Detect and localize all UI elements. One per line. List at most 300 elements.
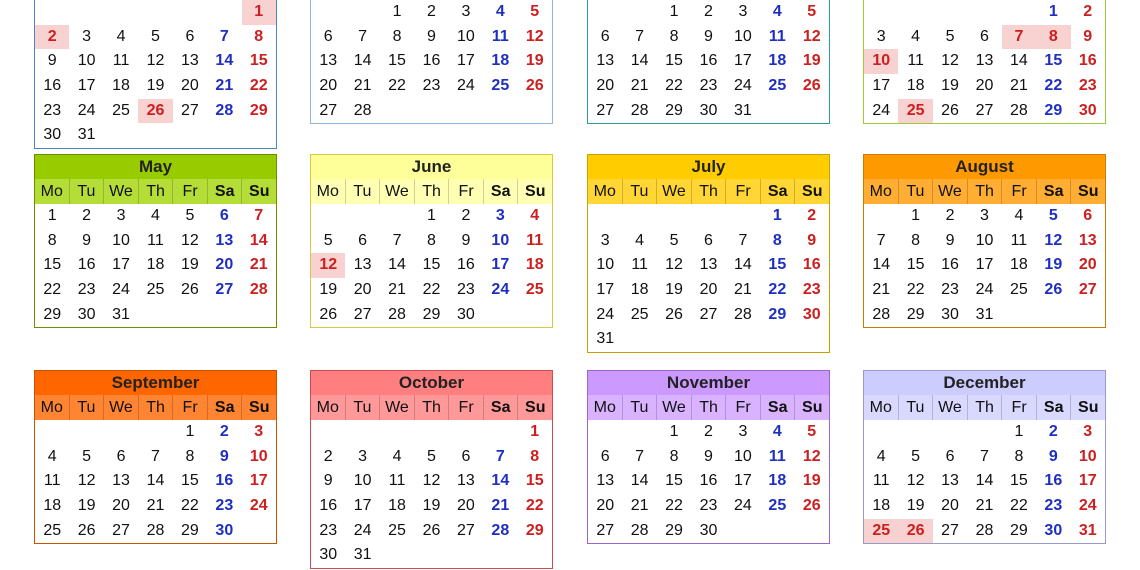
day-cell: 17 [734,472,752,490]
day-cell: 19 [906,497,925,515]
day-cell: 24 [353,521,372,539]
day-cell: 11 [631,256,648,274]
day-cell [207,123,241,148]
day-cell: 20 [353,281,372,299]
month-card [863,154,1106,328]
day-cell: 20 [112,497,130,515]
day-cell: 25 [630,305,649,323]
day-cell: 22 [388,77,406,95]
day-cell: 9 [219,447,229,465]
weekday-label: Mo [588,179,623,204]
day-cell: 21 [491,497,510,515]
day-cell [898,0,932,25]
day-cell [518,99,552,124]
day-cell [414,420,448,445]
day-cell: 15 [525,472,544,490]
weekday-header [864,395,1105,420]
day-cell: 18 [388,497,406,515]
weekday-label: Sa [761,395,796,420]
day-cell: 26 [181,281,199,299]
day-cell [691,327,725,352]
day-cell: 12 [146,52,165,70]
day-cell [518,303,552,328]
day-grid [35,0,276,148]
day-cell: 11 [768,27,786,45]
day-cell: 11 [907,52,924,70]
day-grid [588,0,829,123]
day-cell: 14 [1010,52,1028,70]
day-cell: 8 [1014,447,1024,465]
day-cell: 8 [1036,25,1070,50]
day-cell: 10 [596,256,615,274]
weekday-label: We [104,395,139,420]
day-cell: 17 [1078,472,1097,490]
day-cell: 4 [1014,207,1024,224]
weekday-label: Tu [70,395,105,420]
day-cell: 28 [734,305,752,323]
day-cell: 17 [491,256,510,274]
day-cell: 26 [1044,281,1063,299]
day-cell: 11 [43,472,61,490]
day-cell: 30 [941,305,959,323]
day-cell: 27 [596,101,615,119]
day-cell: 4 [772,423,782,440]
day-cell: 3 [461,3,471,20]
day-cell [104,123,138,148]
weekday-label: Sa [208,179,243,204]
day-cell: 15 [906,256,925,274]
day-grid [311,420,552,568]
day-cell [588,0,622,25]
weekday-label: Mo [35,395,70,420]
day-cell [795,519,829,544]
day-cell: 25 [112,101,130,119]
day-cell [242,303,276,328]
day-cell: 16 [422,52,441,70]
day-cell: 20 [1078,256,1097,274]
day-cell: 7 [635,27,645,45]
day-cell: 8 [530,447,540,465]
day-cell: 7 [876,231,886,249]
day-cell: 4 [635,231,645,249]
day-cell: 10 [975,231,994,249]
day-cell: 11 [1010,231,1028,249]
day-cell [588,204,622,229]
day-cell: 2 [1083,3,1093,20]
day-cell: 23 [457,281,475,299]
month-card [34,154,277,328]
day-cell: 9 [323,472,333,490]
day-cell: 5 [530,3,540,20]
day-cell: 25 [864,519,898,544]
day-cell: 5 [323,231,333,249]
day-cell: 25 [768,497,787,515]
day-cell: 27 [941,521,959,539]
day-cell: 19 [181,256,199,274]
day-cell: 10 [1078,447,1097,465]
day-cell: 28 [215,101,234,119]
day-cell: 3 [600,231,610,249]
day-cell [414,99,448,124]
day-cell: 23 [941,281,959,299]
day-cell: 27 [975,101,994,119]
day-cell: 26 [898,519,932,544]
day-cell: 6 [600,447,610,465]
day-cell: 17 [975,256,994,274]
day-cell [795,327,829,352]
weekday-label: We [380,179,415,204]
month-title: November [588,371,829,395]
day-cell: 18 [112,77,130,95]
day-cell: 17 [734,52,752,70]
day-cell: 22 [906,281,925,299]
month-card [587,0,830,124]
day-cell [138,303,172,328]
day-cell: 17 [353,497,372,515]
day-cell: 8 [47,231,57,249]
day-cell: 10 [249,447,268,465]
day-cell: 9 [704,447,713,465]
day-cell [138,420,172,445]
weekday-header [35,395,276,420]
day-cell: 2 [807,207,817,224]
weekday-label: Th [968,179,1003,204]
day-cell: 11 [768,447,786,465]
day-cell [138,123,172,148]
day-cell: 17 [77,77,96,95]
day-cell: 21 [249,256,268,274]
day-cell: 10 [353,472,372,490]
day-cell: 19 [77,497,96,515]
day-cell: 20 [941,497,959,515]
day-cell: 1 [911,207,921,224]
day-cell: 2 [323,447,333,465]
day-cell: 18 [768,52,787,70]
day-cell: 27 [112,521,130,539]
day-cell: 28 [388,305,406,323]
day-cell: 12 [525,27,544,45]
day-cell: 25 [768,77,787,95]
day-cell: 23 [319,521,338,539]
day-cell: 16 [802,256,821,274]
day-cell: 25 [388,521,406,539]
day-cell: 13 [1078,231,1097,249]
day-cell: 26 [941,101,959,119]
weekday-label: We [104,179,139,204]
weekday-label: Fr [449,395,484,420]
weekday-label: Tu [623,179,658,204]
day-cell: 18 [146,256,165,274]
weekday-label: Su [1078,399,1099,416]
day-cell: 23 [215,497,234,515]
day-cell: 26 [802,77,821,95]
day-cell: 19 [146,77,165,95]
weekday-label: Sa [1037,395,1072,420]
day-cell [138,0,172,25]
day-cell: 16 [941,256,959,274]
day-cell: 6 [704,231,713,249]
weekday-label: We [933,179,968,204]
day-cell: 23 [699,77,718,95]
day-cell: 16 [43,77,62,95]
day-cell [760,327,794,352]
weekday-header [588,179,829,204]
day-cell: 4 [911,27,921,45]
day-cell: 5 [427,447,436,465]
day-cell: 29 [906,305,925,323]
day-cell: 24 [457,77,475,95]
weekday-label: Th [415,395,450,420]
day-cell: 21 [1010,77,1028,95]
weekday-label: Fr [1002,179,1037,204]
day-cell: 21 [215,77,234,95]
day-cell: 22 [665,497,683,515]
weekday-label: Tu [623,395,658,420]
day-cell: 6 [185,27,195,45]
month-card [310,0,553,124]
day-cell: 19 [1044,256,1063,274]
day-cell: 24 [491,281,510,299]
day-cell: 26 [77,521,96,539]
day-cell: 7 [151,447,160,465]
day-cell [726,204,760,229]
day-cell: 16 [457,256,475,274]
day-cell [414,543,448,568]
day-cell: 10 [734,447,752,465]
day-cell [242,519,276,544]
day-cell: 3 [358,447,368,465]
weekday-label: We [657,395,692,420]
day-cell: 21 [353,77,372,95]
day-cell: 6 [461,447,471,465]
day-cell: 2 [704,423,713,440]
day-cell: 31 [112,305,130,323]
day-cell: 5 [669,231,679,249]
day-cell [933,0,967,25]
month-title: September [35,371,276,395]
day-cell: 31 [975,305,994,323]
day-cell: 21 [146,497,165,515]
day-cell [69,420,103,445]
day-cell: 2 [35,25,69,50]
day-cell: 5 [945,27,955,45]
day-cell: 8 [427,231,436,249]
day-cell: 11 [491,27,509,45]
day-cell [622,327,656,352]
weekday-label: We [657,179,692,204]
day-cell: 19 [422,497,441,515]
day-cell [449,99,483,124]
day-cell: 14 [249,231,268,249]
day-cell: 21 [975,497,994,515]
weekday-label: Fr [1002,395,1037,420]
day-cell [864,204,898,229]
day-cell: 9 [427,27,436,45]
day-cell: 22 [249,77,268,95]
day-cell: 7 [495,447,505,465]
day-cell: 18 [768,472,787,490]
day-cell: 16 [1078,52,1097,70]
month-title: August [864,155,1105,179]
day-cell: 5 [911,447,921,465]
day-cell [1002,0,1036,25]
day-cell [864,0,898,25]
day-cell: 29 [249,101,268,119]
day-cell [380,420,414,445]
day-cell: 23 [1044,497,1063,515]
day-cell [518,543,552,568]
day-cell: 4 [876,447,886,465]
weekday-header [311,179,552,204]
day-cell: 19 [802,472,821,490]
day-cell: 13 [975,52,994,70]
day-cell: 22 [43,281,62,299]
weekday-label: Mo [311,395,346,420]
day-cell: 23 [43,101,62,119]
day-cell: 8 [669,447,679,465]
day-cell: 20 [457,497,475,515]
day-cell: 14 [491,472,510,490]
day-cell [173,303,207,328]
day-grid [588,204,829,352]
day-cell: 10 [864,49,898,74]
day-cell: 25 [1010,281,1028,299]
weekday-label: Sa [1037,179,1072,204]
day-cell: 7 [1002,25,1036,50]
day-cell: 3 [254,423,264,440]
day-cell: 28 [630,521,649,539]
day-cell: 2 [704,3,713,20]
day-cell [311,0,345,25]
day-cell: 13 [457,472,475,490]
day-cell [657,204,691,229]
day-cell [898,420,932,445]
day-cell: 1 [427,207,436,224]
month-card [34,0,277,149]
day-cell: 24 [734,497,752,515]
weekday-label: Mo [588,395,623,420]
day-cell: 12 [77,472,96,490]
day-cell: 6 [219,207,229,224]
day-cell: 4 [772,3,782,20]
day-cell: 29 [1010,521,1028,539]
weekday-label: Th [139,179,174,204]
day-cell [1071,303,1105,328]
weekday-label: Su [249,399,270,416]
day-cell: 16 [319,497,338,515]
day-cell: 7 [254,207,264,224]
day-cell: 13 [181,52,199,70]
day-cell: 3 [82,27,92,45]
day-cell: 6 [358,231,368,249]
day-cell: 19 [802,52,821,70]
day-cell: 7 [980,447,989,465]
day-cell: 14 [388,256,406,274]
day-cell: 11 [872,472,890,490]
day-cell: 29 [525,521,544,539]
day-cell: 17 [112,256,130,274]
day-cell: 24 [975,281,994,299]
day-cell: 2 [82,207,92,224]
day-cell: 6 [116,447,126,465]
weekday-label: Su [802,183,823,200]
day-cell [483,99,517,124]
weekday-label: Fr [449,179,484,204]
day-cell: 18 [525,256,544,274]
day-cell [35,420,69,445]
day-cell: 12 [1044,231,1063,249]
month-title: May [35,155,276,179]
day-cell: 24 [1078,497,1097,515]
day-cell [967,420,1001,445]
day-cell: 20 [181,77,199,95]
day-cell: 29 [665,101,683,119]
day-cell: 29 [43,305,62,323]
day-cell: 8 [911,231,921,249]
month-title: July [588,155,829,179]
day-cell: 3 [876,27,886,45]
day-cell [967,0,1001,25]
day-cell: 31 [596,330,615,348]
day-cell: 12 [181,231,199,249]
day-cell: 22 [422,281,441,299]
day-cell [242,123,276,148]
day-cell: 5 [151,27,160,45]
day-cell [933,420,967,445]
day-cell [345,420,379,445]
weekday-label: Th [692,179,727,204]
day-cell: 11 [147,231,164,249]
day-cell: 23 [77,281,96,299]
day-cell: 17 [596,281,615,299]
day-cell: 2 [427,3,436,20]
weekday-label: Tu [346,179,381,204]
day-cell: 1 [392,3,402,20]
day-cell: 24 [596,305,615,323]
day-cell: 5 [807,423,817,440]
day-cell: 28 [353,101,372,119]
day-cell: 12 [311,253,345,278]
day-cell: 22 [665,77,683,95]
day-cell: 1 [242,0,276,25]
day-cell [69,0,103,25]
day-cell: 10 [457,27,475,45]
day-cell [588,420,622,445]
day-cell: 28 [872,305,891,323]
day-cell [483,543,517,568]
weekday-label: We [933,395,968,420]
day-cell: 1 [530,423,540,440]
day-cell: 15 [768,256,787,274]
day-cell: 16 [77,256,96,274]
day-cell [311,204,345,229]
day-cell: 9 [82,231,92,249]
day-cell [35,0,69,25]
day-cell: 5 [1048,207,1058,224]
day-cell: 18 [43,497,62,515]
weekday-label: Th [692,395,727,420]
day-cell: 30 [457,305,475,323]
day-cell [1036,303,1070,328]
day-cell: 30 [699,521,718,539]
day-cell: 14 [215,52,234,70]
day-cell: 14 [975,472,994,490]
day-cell: 16 [215,472,234,490]
day-cell: 31 [77,126,96,144]
day-cell: 12 [802,27,821,45]
day-cell: 24 [112,281,130,299]
day-grid [311,204,552,327]
